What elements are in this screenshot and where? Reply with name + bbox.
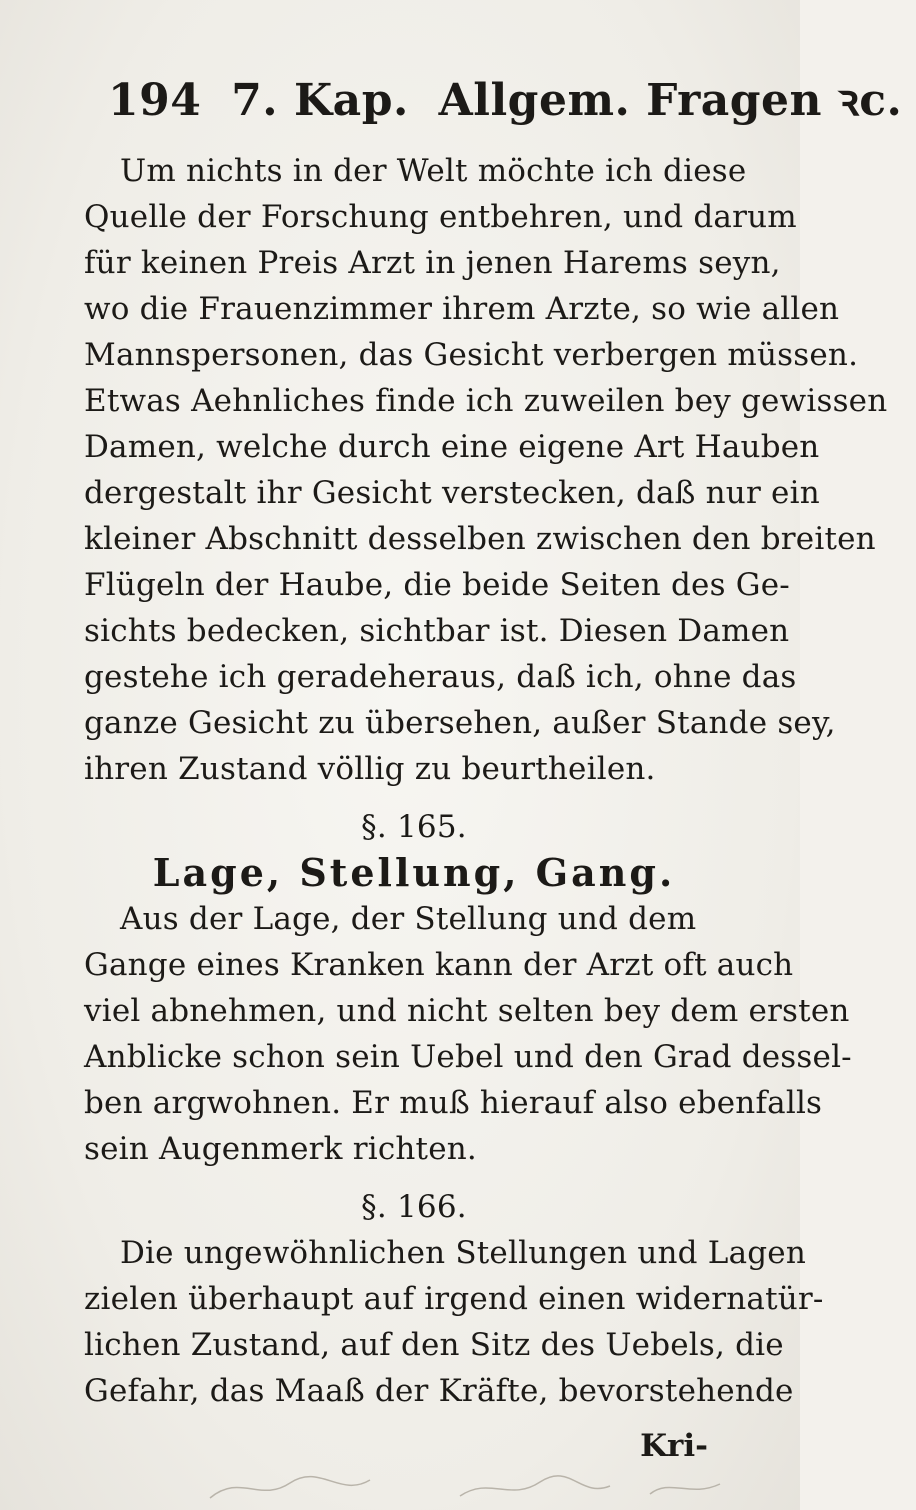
text-line: Damen, welche durch eine eigene Art Hauben: [84, 429, 820, 465]
section-165-title: Lage, Stellung, Gang.: [152, 850, 676, 895]
text-line: viel abnehmen, und nicht selten bey dem ersten: [84, 993, 850, 1029]
text-line: dergestalt ihr Gesicht verstecken, daß nur ein: [84, 475, 820, 511]
text-line: gestehe ich geradeheraus, daß ich, ohne das: [84, 659, 797, 695]
text-line: Gange eines Kranken kann der Arzt oft auch: [84, 947, 794, 983]
text-line: sichts bedecken, sichtbar ist. Diesen Damen: [84, 613, 790, 649]
text-line: Die ungewöhnlichen Stellungen und Lagen: [120, 1235, 807, 1271]
text-line: sein Augenmerk richten.: [84, 1131, 477, 1167]
text-line: ganze Gesicht zu übersehen, außer Stande sey,: [84, 705, 836, 741]
text-line: ben argwohnen. Er muß hierauf also ebenfalls: [84, 1085, 823, 1121]
text-line: Gefahr, das Maaß der Kräfte, bevorstehende: [84, 1373, 794, 1409]
text-line: lichen Zustand, auf den Sitz des Uebels, die: [84, 1327, 784, 1363]
running-title: Allgem. Fragen ꝛc.: [438, 75, 903, 126]
catchword: Kri-: [640, 1428, 708, 1464]
chapter-label: 7. Kap.: [231, 75, 409, 126]
text-line: Anblicke schon sein Uebel und den Grad dessel-: [84, 1039, 852, 1075]
text-line: wo die Frauenzimmer ihrem Arzte, so wie allen: [84, 291, 840, 327]
section-165-text: [84, 896, 852, 1172]
text-line: Flügeln der Haube, die beide Seiten des Ge-: [84, 567, 790, 603]
text-line: zielen überhaupt auf irgend einen widernatür-: [84, 1281, 824, 1317]
text-line: Etwas Aehnliches finde ich zuweilen bey gewissen: [84, 383, 888, 419]
text-line: Aus der Lage, der Stellung und dem: [120, 901, 697, 937]
section-166-text: [84, 1230, 824, 1414]
page-body: [84, 148, 888, 1414]
paragraph-1: [84, 148, 888, 792]
section-166-number: §. 166.: [361, 1189, 467, 1225]
section-165-number: §. 165.: [361, 809, 467, 845]
text-line: für keinen Preis Arzt in jenen Harems seyn,: [84, 245, 781, 281]
text-line: kleiner Abschnitt desselben zwischen den breiten: [84, 521, 876, 557]
pencil-scribble: [200, 1468, 740, 1508]
text-line: Um nichts in der Welt möchte ich diese: [120, 153, 747, 189]
page-number: 194: [108, 75, 202, 126]
text-line: ihren Zustand völlig zu beurtheilen.: [84, 751, 656, 787]
text-line: Quelle der Forschung entbehren, und darum: [84, 199, 797, 235]
text-line: Mannspersonen, das Gesicht verbergen müssen.: [84, 337, 859, 373]
page-header: [108, 68, 903, 128]
